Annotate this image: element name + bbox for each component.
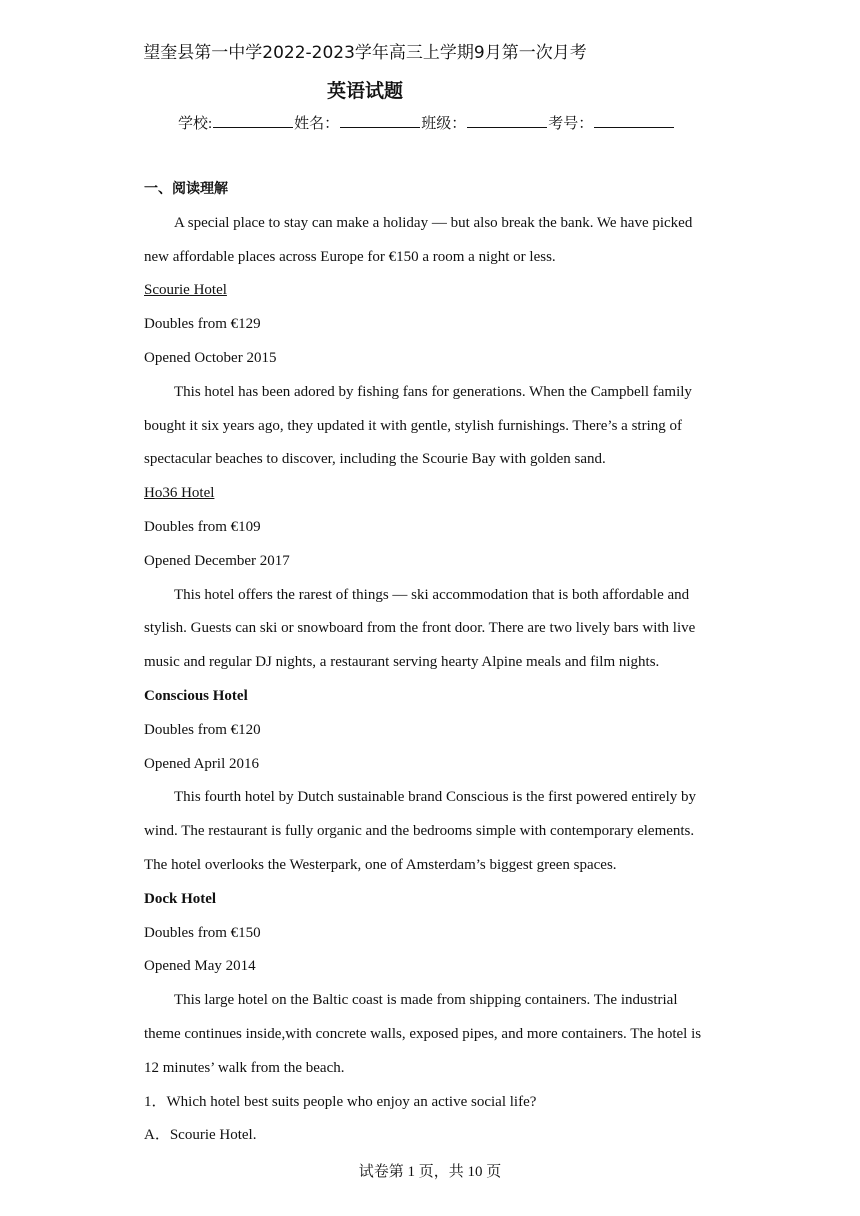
- hotel-desc-line: spectacular beaches to discover, including the Scourie Bay with golden sand.: [144, 451, 606, 468]
- school-blank[interactable]: [213, 113, 293, 128]
- class-label: 班级：: [421, 116, 467, 132]
- hotel-desc-line: This hotel offers the rarest of things — ski accommodation that is both affordable and: [174, 586, 690, 603]
- hotel-price: Doubles from €129: [144, 316, 261, 333]
- intro-line: A special place to stay can make a holiday — but also break the bank. We have picked: [174, 214, 693, 231]
- intro-line: new affordable places across Europe for €150 a room a night or less.: [144, 248, 556, 265]
- hotel-desc-line: theme continues inside,with concrete walls, exposed pipes, and more containers. The hotel is: [144, 1025, 702, 1042]
- hotel-desc-line: The hotel overlooks the Westerpark, one of Amsterdam’s biggest green spaces.: [144, 856, 617, 873]
- hotel-opened: Opened April 2016: [144, 755, 259, 772]
- question-text: 1．Which hotel best suits people who enjoy an active social life?: [144, 1093, 537, 1110]
- exam-no-label: 考号：: [548, 116, 594, 132]
- hotel-price: Doubles from €150: [144, 924, 261, 941]
- hotel-desc-line: wind. The restaurant is fully organic and the bedrooms simple with contemporary elements.: [144, 823, 695, 840]
- hotel-desc-line: music and regular DJ nights, a restaurant serving hearty Alpine meals and film nights.: [144, 654, 660, 671]
- hotel-desc-line: This large hotel on the Baltic coast is made from shipping containers. The industrial: [174, 992, 678, 1009]
- hotel-desc-line: 12 minutes’ walk from the beach.: [144, 1059, 345, 1076]
- hotel-price: Doubles from €109: [144, 518, 261, 535]
- reading-section: [144, 178, 714, 1158]
- hotel-opened: Opened October 2015: [144, 349, 277, 366]
- exam-title: 望奎县第一中学2022-2023学年高三上学期9月第一次月考: [143, 43, 587, 63]
- class-blank[interactable]: [467, 113, 547, 128]
- page-footer: 试卷第 1 页，共 10 页: [358, 1164, 502, 1180]
- hotel-name: Dock Hotel: [144, 890, 217, 907]
- hotel-desc-line: stylish. Guests can ski or snowboard from the front door. There are two lively bars with live: [144, 620, 696, 637]
- hotel-name: Scourie Hotel: [144, 282, 227, 299]
- name-label: 姓名：: [294, 116, 340, 132]
- hotel-desc-line: This fourth hotel by Dutch sustainable brand Conscious is the first powered entirely by: [174, 789, 696, 806]
- exam-subtitle: 英语试题: [326, 80, 403, 102]
- hotel-price: Doubles from €120: [144, 721, 261, 738]
- hotel-name: Ho36 Hotel: [144, 485, 215, 502]
- hotel-opened: Opened December 2017: [144, 552, 290, 569]
- student-info-row: [178, 112, 675, 133]
- hotel-desc-line: bought it six years ago, they updated it with gentle, stylish furnishings. There’s a string of: [144, 417, 682, 434]
- exam-no-blank[interactable]: [594, 113, 674, 128]
- section-heading: 一、阅读理解: [144, 181, 228, 197]
- answer-option-a[interactable]: A．Scourie Hotel.: [144, 1127, 257, 1144]
- name-blank[interactable]: [340, 113, 420, 128]
- school-label: 学校:: [178, 116, 213, 132]
- hotel-desc-line: This hotel has been adored by fishing fans for generations. When the Campbell family: [174, 383, 692, 400]
- hotel-opened: Opened May 2014: [144, 958, 256, 975]
- hotel-name: Conscious Hotel: [144, 687, 248, 704]
